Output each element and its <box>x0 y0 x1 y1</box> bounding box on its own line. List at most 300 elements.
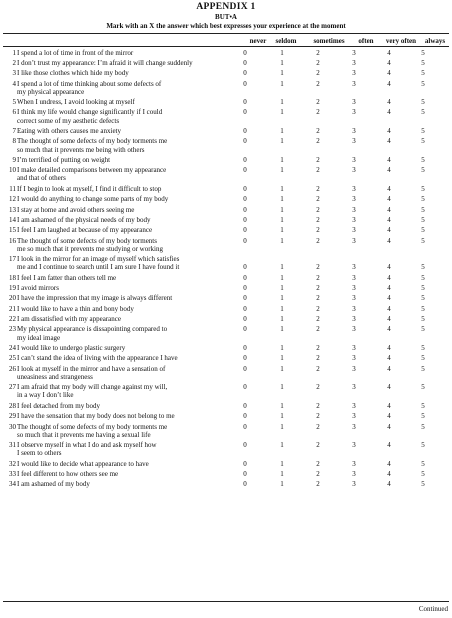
response-option-always[interactable]: 5 <box>421 48 425 57</box>
response-option-often[interactable]: 3 <box>352 344 356 352</box>
statement-line: The thought of some defects of my body torments me <box>17 422 168 431</box>
statement-line: in a way I don’t like <box>17 391 74 400</box>
response-option-sometimes[interactable]: 2 <box>316 79 320 88</box>
response-option-seldom[interactable]: 1 <box>280 273 284 282</box>
response-option-very-often[interactable]: 4 <box>387 205 391 214</box>
response-option-often[interactable]: 3 <box>352 284 356 292</box>
response-option-often[interactable]: 3 <box>352 469 356 478</box>
response-option-sometimes[interactable]: 2 <box>316 236 320 245</box>
response-option-never[interactable]: 0 <box>243 354 247 363</box>
response-option-never[interactable]: 0 <box>243 166 247 175</box>
response-option-never[interactable]: 0 <box>243 195 247 204</box>
item-statement <box>17 206 239 214</box>
response-option-very-often[interactable]: 4 <box>387 79 391 88</box>
item-statement <box>17 185 239 193</box>
response-option-never[interactable]: 0 <box>243 412 247 421</box>
response-option-never[interactable]: 0 <box>243 383 247 392</box>
list-item <box>0 80 452 96</box>
response-option-sometimes[interactable]: 2 <box>316 155 320 164</box>
response-option-often[interactable]: 3 <box>352 166 356 175</box>
response-option-very-often[interactable]: 4 <box>387 412 391 421</box>
response-option-often[interactable]: 3 <box>352 58 356 67</box>
list-item <box>0 294 452 302</box>
response-option-often[interactable]: 3 <box>352 108 356 117</box>
response-option-sometimes[interactable]: 2 <box>316 127 320 135</box>
response-option-seldom[interactable]: 1 <box>280 412 284 421</box>
top-rule <box>3 33 449 34</box>
list-item <box>0 108 452 124</box>
response-option-often[interactable]: 3 <box>352 401 356 410</box>
response-option-very-often[interactable]: 4 <box>387 127 391 135</box>
response-option-never[interactable]: 0 <box>243 98 247 107</box>
response-option-often[interactable]: 3 <box>352 459 356 468</box>
item-statement <box>17 354 239 362</box>
response-option-very-often[interactable]: 4 <box>387 166 391 175</box>
response-option-seldom[interactable]: 1 <box>280 401 284 410</box>
response-option-never[interactable]: 0 <box>243 263 247 272</box>
statement-line: If I begin to look at myself, I find it difficult to stop <box>17 184 162 193</box>
response-option-seldom[interactable]: 1 <box>280 195 284 204</box>
response-option-very-often[interactable]: 4 <box>387 58 391 67</box>
response-option-always[interactable]: 5 <box>421 354 425 363</box>
response-option-always[interactable]: 5 <box>421 422 425 431</box>
response-option-always[interactable]: 5 <box>421 108 425 117</box>
response-option-seldom[interactable]: 1 <box>280 58 284 67</box>
response-option-always[interactable]: 5 <box>421 383 425 392</box>
response-option-very-often[interactable]: 4 <box>387 263 391 272</box>
response-option-often[interactable]: 3 <box>352 98 356 107</box>
response-option-always[interactable]: 5 <box>421 441 425 449</box>
column-header-seldom: seldom <box>275 37 297 45</box>
response-option-very-often[interactable]: 4 <box>387 315 391 324</box>
response-option-sometimes[interactable]: 2 <box>316 273 320 282</box>
response-option-very-often[interactable]: 4 <box>387 137 391 146</box>
response-option-always[interactable]: 5 <box>421 155 425 164</box>
statement-line: I like those clothes which hide my body <box>17 69 129 78</box>
response-option-never[interactable]: 0 <box>243 459 247 468</box>
statement-line: so much that it prevents me being with others <box>17 145 145 154</box>
statement-line: I am ashamed of my body <box>17 480 90 489</box>
response-option-sometimes[interactable]: 2 <box>316 304 320 313</box>
response-option-often[interactable]: 3 <box>352 412 356 421</box>
item-number: 34 <box>9 480 16 489</box>
response-option-very-often[interactable]: 4 <box>387 273 391 282</box>
response-option-sometimes[interactable]: 2 <box>316 383 320 392</box>
response-option-seldom[interactable]: 1 <box>280 383 284 392</box>
response-option-often[interactable]: 3 <box>352 441 356 449</box>
response-option-very-often[interactable]: 4 <box>387 184 391 193</box>
response-option-never[interactable]: 0 <box>243 273 247 282</box>
response-option-seldom[interactable]: 1 <box>280 127 284 135</box>
response-option-always[interactable]: 5 <box>421 344 425 352</box>
response-option-often[interactable]: 3 <box>352 304 356 313</box>
response-option-seldom[interactable]: 1 <box>280 236 284 245</box>
response-option-sometimes[interactable]: 2 <box>316 401 320 410</box>
statement-line: I have the sensation that my body does not belong to me <box>17 412 175 421</box>
response-option-seldom[interactable]: 1 <box>280 184 284 193</box>
response-option-seldom[interactable]: 1 <box>280 69 284 78</box>
response-option-always[interactable]: 5 <box>421 137 425 146</box>
response-option-sometimes[interactable]: 2 <box>316 98 320 107</box>
response-option-always[interactable]: 5 <box>421 459 425 468</box>
list-item <box>0 49 452 57</box>
response-option-often[interactable]: 3 <box>352 215 356 224</box>
statement-line: I seem to others <box>17 449 62 458</box>
response-option-very-often[interactable]: 4 <box>387 480 391 489</box>
response-option-sometimes[interactable]: 2 <box>316 69 320 78</box>
item-number: 25 <box>9 354 16 363</box>
response-option-sometimes[interactable]: 2 <box>316 58 320 67</box>
list-item <box>0 284 452 292</box>
response-option-seldom[interactable]: 1 <box>280 325 284 334</box>
response-option-sometimes[interactable]: 2 <box>316 263 320 272</box>
statement-line: The thought of some defects of my body torments me <box>17 137 168 146</box>
column-header-always: always <box>424 37 446 45</box>
response-option-very-often[interactable]: 4 <box>387 236 391 245</box>
response-option-always[interactable]: 5 <box>421 226 425 235</box>
list-item <box>0 216 452 224</box>
list-item <box>0 185 452 193</box>
item-statement <box>17 69 239 77</box>
item-number: 11 <box>9 184 16 193</box>
response-option-sometimes[interactable]: 2 <box>316 294 320 303</box>
response-option-always[interactable]: 5 <box>421 98 425 107</box>
response-option-always[interactable]: 5 <box>421 69 425 78</box>
response-option-very-often[interactable]: 4 <box>387 98 391 107</box>
response-option-always[interactable]: 5 <box>421 205 425 214</box>
statement-line: I’m terrified of putting on weight <box>17 155 111 164</box>
item-number: 7 <box>12 127 16 135</box>
statement-line: I can’t stand the idea of living with the appearance I have <box>17 354 178 363</box>
response-option-never[interactable]: 0 <box>243 294 247 303</box>
item-number: 1 <box>12 48 16 57</box>
response-option-sometimes[interactable]: 2 <box>316 422 320 431</box>
statement-line: I have the impression that my image is always different <box>17 294 173 303</box>
response-option-always[interactable]: 5 <box>421 195 425 204</box>
response-option-always[interactable]: 5 <box>421 263 425 272</box>
response-option-sometimes[interactable]: 2 <box>316 344 320 352</box>
response-option-always[interactable]: 5 <box>421 469 425 478</box>
statement-line: I spend a lot of time thinking about some defects of <box>17 79 162 88</box>
response-option-always[interactable]: 5 <box>421 127 425 135</box>
response-option-seldom[interactable]: 1 <box>280 108 284 117</box>
item-number: 31 <box>9 441 16 449</box>
statement-line: uneasiness and strangeness <box>17 372 93 381</box>
item-number: 12 <box>9 195 16 204</box>
response-option-often[interactable]: 3 <box>352 383 356 392</box>
response-option-always[interactable]: 5 <box>421 284 425 292</box>
statement-line: I am ashamed of the physical needs of my body <box>17 215 151 224</box>
response-option-very-often[interactable]: 4 <box>387 294 391 303</box>
response-option-often[interactable]: 3 <box>352 48 356 57</box>
response-option-always[interactable]: 5 <box>421 184 425 193</box>
item-number: 17 <box>9 255 16 264</box>
response-option-never[interactable]: 0 <box>243 441 247 449</box>
response-option-often[interactable]: 3 <box>352 325 356 334</box>
response-option-never[interactable]: 0 <box>243 205 247 214</box>
list-item <box>0 156 452 164</box>
response-option-often[interactable]: 3 <box>352 294 356 303</box>
questionnaire-subtitle: BUT•A <box>215 13 237 21</box>
response-option-never[interactable]: 0 <box>243 480 247 489</box>
response-option-sometimes[interactable]: 2 <box>316 48 320 57</box>
response-option-never[interactable]: 0 <box>243 344 247 352</box>
item-statement <box>17 423 239 439</box>
response-option-never[interactable]: 0 <box>243 69 247 78</box>
item-statement <box>17 344 239 352</box>
response-option-very-often[interactable]: 4 <box>387 284 391 292</box>
list-item <box>0 195 452 203</box>
response-option-never[interactable]: 0 <box>243 325 247 334</box>
response-option-always[interactable]: 5 <box>421 215 425 224</box>
response-option-always[interactable]: 5 <box>421 315 425 324</box>
response-option-sometimes[interactable]: 2 <box>316 205 320 214</box>
response-option-never[interactable]: 0 <box>243 422 247 431</box>
item-statement <box>17 108 239 124</box>
list-item <box>0 480 452 488</box>
item-number: 29 <box>9 412 16 421</box>
response-option-very-often[interactable]: 4 <box>387 215 391 224</box>
item-statement <box>17 226 239 234</box>
response-option-often[interactable]: 3 <box>352 127 356 135</box>
item-statement <box>17 402 239 410</box>
response-option-seldom[interactable]: 1 <box>280 137 284 146</box>
response-option-sometimes[interactable]: 2 <box>316 480 320 489</box>
response-option-sometimes[interactable]: 2 <box>316 459 320 468</box>
response-option-always[interactable]: 5 <box>421 79 425 88</box>
response-option-seldom[interactable]: 1 <box>280 344 284 352</box>
item-statement <box>17 315 239 323</box>
response-option-very-often[interactable]: 4 <box>387 469 391 478</box>
list-item <box>0 226 452 234</box>
response-option-never[interactable]: 0 <box>243 58 247 67</box>
response-option-seldom[interactable]: 1 <box>280 263 284 272</box>
response-option-often[interactable]: 3 <box>352 226 356 235</box>
item-statement <box>17 49 239 57</box>
response-option-always[interactable]: 5 <box>421 401 425 410</box>
list-item <box>0 206 452 214</box>
list-item <box>0 237 452 253</box>
column-header-sometimes: sometimes <box>313 37 345 45</box>
response-option-often[interactable]: 3 <box>352 263 356 272</box>
response-option-sometimes[interactable]: 2 <box>316 441 320 449</box>
response-option-never[interactable]: 0 <box>243 215 247 224</box>
item-statement <box>17 441 239 457</box>
response-option-never[interactable]: 0 <box>243 48 247 57</box>
response-option-very-often[interactable]: 4 <box>387 441 391 449</box>
list-item <box>0 460 452 468</box>
response-option-very-often[interactable]: 4 <box>387 344 391 352</box>
response-option-seldom[interactable]: 1 <box>280 422 284 431</box>
response-option-always[interactable]: 5 <box>421 236 425 245</box>
response-option-never[interactable]: 0 <box>243 284 247 292</box>
item-statement <box>17 255 239 271</box>
response-option-sometimes[interactable]: 2 <box>316 364 320 373</box>
response-option-very-often[interactable]: 4 <box>387 195 391 204</box>
response-option-sometimes[interactable]: 2 <box>316 315 320 324</box>
response-option-seldom[interactable]: 1 <box>280 155 284 164</box>
response-option-often[interactable]: 3 <box>352 273 356 282</box>
response-option-seldom[interactable]: 1 <box>280 480 284 489</box>
response-option-very-often[interactable]: 4 <box>387 108 391 117</box>
response-option-always[interactable]: 5 <box>421 304 425 313</box>
response-option-very-often[interactable]: 4 <box>387 325 391 334</box>
item-number: 6 <box>12 108 16 117</box>
response-option-often[interactable]: 3 <box>352 480 356 489</box>
response-option-often[interactable]: 3 <box>352 69 356 78</box>
item-statement <box>17 98 239 106</box>
response-option-seldom[interactable]: 1 <box>280 215 284 224</box>
response-option-seldom[interactable]: 1 <box>280 441 284 449</box>
item-number: 30 <box>9 422 16 431</box>
response-option-often[interactable]: 3 <box>352 354 356 363</box>
response-option-often[interactable]: 3 <box>352 205 356 214</box>
response-option-seldom[interactable]: 1 <box>280 294 284 303</box>
response-option-very-often[interactable]: 4 <box>387 459 391 468</box>
item-statement <box>17 365 239 381</box>
list-item <box>0 315 452 323</box>
response-option-never[interactable]: 0 <box>243 184 247 193</box>
response-option-never[interactable]: 0 <box>243 226 247 235</box>
response-option-seldom[interactable]: 1 <box>280 79 284 88</box>
list-item <box>0 255 452 271</box>
list-item <box>0 383 452 399</box>
response-option-seldom[interactable]: 1 <box>280 315 284 324</box>
response-option-very-often[interactable]: 4 <box>387 401 391 410</box>
response-option-seldom[interactable]: 1 <box>280 205 284 214</box>
item-number: 19 <box>9 284 16 292</box>
response-option-often[interactable]: 3 <box>352 137 356 146</box>
response-option-often[interactable]: 3 <box>352 315 356 324</box>
response-option-always[interactable]: 5 <box>421 325 425 334</box>
response-option-very-often[interactable]: 4 <box>387 364 391 373</box>
response-option-seldom[interactable]: 1 <box>280 304 284 313</box>
response-option-sometimes[interactable]: 2 <box>316 108 320 117</box>
response-option-very-often[interactable]: 4 <box>387 422 391 431</box>
response-option-always[interactable]: 5 <box>421 294 425 303</box>
response-option-often[interactable]: 3 <box>352 184 356 193</box>
response-option-often[interactable]: 3 <box>352 364 356 373</box>
response-option-never[interactable]: 0 <box>243 236 247 245</box>
item-number: 15 <box>9 226 16 235</box>
response-option-sometimes[interactable]: 2 <box>316 166 320 175</box>
response-option-very-often[interactable]: 4 <box>387 226 391 235</box>
statement-line: I would do anything to change some parts of my body <box>17 195 169 204</box>
response-option-seldom[interactable]: 1 <box>280 364 284 373</box>
response-option-sometimes[interactable]: 2 <box>316 354 320 363</box>
response-option-never[interactable]: 0 <box>243 304 247 313</box>
response-option-seldom[interactable]: 1 <box>280 226 284 235</box>
response-option-always[interactable]: 5 <box>421 58 425 67</box>
statement-line: I feel I am fatter than others tell me <box>17 273 117 282</box>
response-option-very-often[interactable]: 4 <box>387 354 391 363</box>
response-option-sometimes[interactable]: 2 <box>316 215 320 224</box>
response-option-often[interactable]: 3 <box>352 422 356 431</box>
response-option-sometimes[interactable]: 2 <box>316 226 320 235</box>
item-number: 23 <box>9 325 16 334</box>
response-option-often[interactable]: 3 <box>352 195 356 204</box>
response-option-very-often[interactable]: 4 <box>387 48 391 57</box>
response-option-sometimes[interactable]: 2 <box>316 137 320 146</box>
response-option-sometimes[interactable]: 2 <box>316 469 320 478</box>
response-option-seldom[interactable]: 1 <box>280 166 284 175</box>
response-option-always[interactable]: 5 <box>421 273 425 282</box>
item-number: 5 <box>12 98 16 107</box>
statement-line: my physical appearance <box>17 87 85 96</box>
item-statement <box>17 305 239 313</box>
response-option-always[interactable]: 5 <box>421 480 425 489</box>
response-option-often[interactable]: 3 <box>352 236 356 245</box>
response-option-never[interactable]: 0 <box>243 127 247 135</box>
response-option-sometimes[interactable]: 2 <box>316 325 320 334</box>
statement-line: Eating with others causes me anxiety <box>17 127 121 135</box>
list-item <box>0 344 452 352</box>
response-option-sometimes[interactable]: 2 <box>316 284 320 292</box>
response-option-very-often[interactable]: 4 <box>387 383 391 392</box>
continued-note: Continued <box>418 605 448 613</box>
list-item <box>0 166 452 182</box>
statement-line: I am afraid that my body will change against my will, <box>17 383 168 392</box>
response-option-very-often[interactable]: 4 <box>387 155 391 164</box>
item-statement <box>17 480 239 488</box>
statement-line: I look in the mirror for an image of myself which satisfies <box>17 255 180 264</box>
column-header-often: often <box>358 37 374 45</box>
response-option-very-often[interactable]: 4 <box>387 69 391 78</box>
response-option-seldom[interactable]: 1 <box>280 48 284 57</box>
response-option-never[interactable]: 0 <box>243 155 247 164</box>
item-number: 13 <box>9 205 16 214</box>
item-number: 8 <box>12 137 16 146</box>
response-option-seldom[interactable]: 1 <box>280 469 284 478</box>
item-statement <box>17 284 239 292</box>
response-option-sometimes[interactable]: 2 <box>316 412 320 421</box>
item-number: 26 <box>9 364 16 373</box>
item-number: 10 <box>9 166 16 175</box>
response-option-often[interactable]: 3 <box>352 155 356 164</box>
item-statement <box>17 294 239 302</box>
list-item <box>0 98 452 106</box>
response-option-always[interactable]: 5 <box>421 412 425 421</box>
response-option-never[interactable]: 0 <box>243 469 247 478</box>
item-number: 28 <box>9 401 16 410</box>
statement-line: and that of others <box>17 174 66 183</box>
response-option-sometimes[interactable]: 2 <box>316 184 320 193</box>
response-option-seldom[interactable]: 1 <box>280 354 284 363</box>
statement-line: I would like to have a thin and bony body <box>17 304 134 313</box>
response-option-always[interactable]: 5 <box>421 364 425 373</box>
item-statement <box>17 460 239 468</box>
response-option-seldom[interactable]: 1 <box>280 459 284 468</box>
item-statement <box>17 325 239 341</box>
response-option-never[interactable]: 0 <box>243 315 247 324</box>
response-option-never[interactable]: 0 <box>243 401 247 410</box>
item-number: 4 <box>12 79 16 88</box>
response-option-never[interactable]: 0 <box>243 364 247 373</box>
item-number: 33 <box>9 469 16 478</box>
response-option-never[interactable]: 0 <box>243 108 247 117</box>
item-statement <box>17 156 239 164</box>
item-statement <box>17 166 239 182</box>
response-option-seldom[interactable]: 1 <box>280 98 284 107</box>
response-option-always[interactable]: 5 <box>421 166 425 175</box>
response-option-very-often[interactable]: 4 <box>387 304 391 313</box>
response-option-never[interactable]: 0 <box>243 137 247 146</box>
response-option-sometimes[interactable]: 2 <box>316 195 320 204</box>
item-number: 27 <box>9 383 16 392</box>
response-option-seldom[interactable]: 1 <box>280 284 284 292</box>
response-option-never[interactable]: 0 <box>243 79 247 88</box>
response-option-often[interactable]: 3 <box>352 79 356 88</box>
